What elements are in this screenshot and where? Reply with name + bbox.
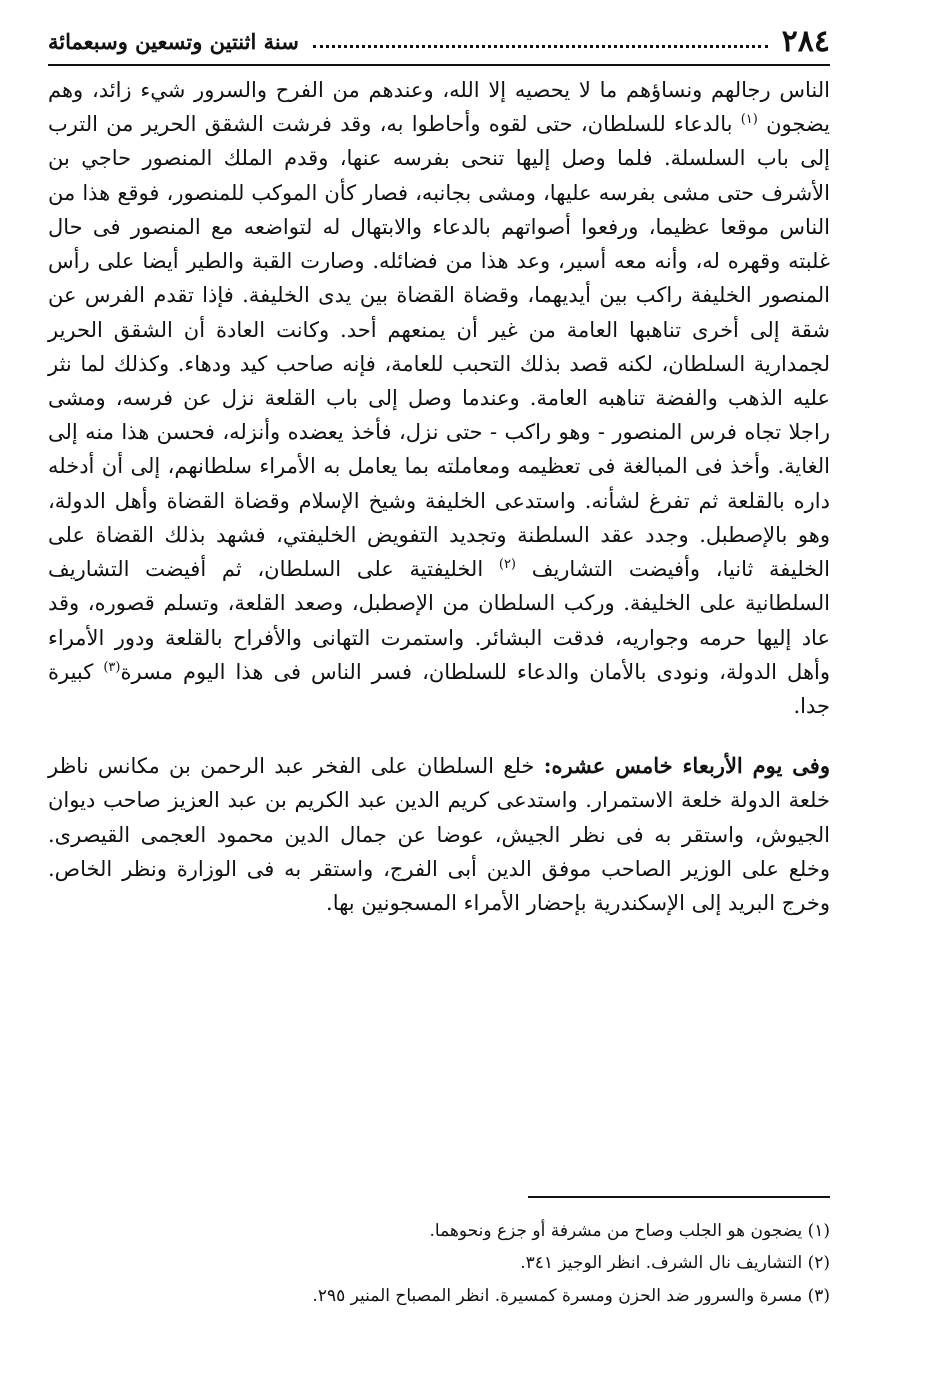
paragraph-2-lead: وفى يوم الأربعاء خامس عشره: <box>543 753 830 779</box>
footnote-1: (١) يضجون هو الجلب وصاح من مشرفة أو جزع ونحوهما. <box>429 1221 830 1241</box>
paragraph-1-part-1: الناس رجالهم ونساؤهم ما لا يحصيه إلا الله، وعندهم من الفرح والسرور شيء زائد، وهم يضجون <box>48 78 830 137</box>
footnote-ref-2: (٢) <box>498 557 516 573</box>
paragraph-2 <box>48 749 830 920</box>
paragraph-1-part-3: الخليفتية على السلطان، ثم أفيضت التشاريف السلطانية على الخليفة. وركب السلطان من الإصطبل، وصعد القلعة، وتسلم قصوره، وقد عاد إليها حرمه وجواريه، فدقت البشائر. واستمرت التهانى والأفراح بالقلعة ودور الأمراء وأهل الدولة، ونودى بالأمان والدعاء للسلطان، فسر الناس فى هذا اليوم مسرة <box>48 557 830 684</box>
paragraph-2-text: خلع السلطان على الفخر عبد الرحمن بن مكانس ناظر خلعة الدولة خلعة الاستمرار. واستدعى كريم الدين عبد الكريم بن عبد العزيز صاحب ديوان الجيوش، واستقر به فى نظر الجيش، عوضا عن جمال الدين محمود العجمى القيصرى. وخلع على الوزير الصاحب موفق الدين أبى الفرج، واستقر به فى الوزارة ونظر الخاص. وخرج البريد إلى الإسكندرية بإحضار الأمراء المسجونين بها. <box>48 754 830 916</box>
body-text <box>48 73 830 920</box>
running-title: سنة اثنتين وتسعين وسبعمائة <box>48 28 299 54</box>
footnote-divider <box>528 1196 830 1198</box>
footnote-ref-1: (١) <box>740 112 758 128</box>
paragraph-1 <box>48 73 830 723</box>
footnote-ref-3: (٣) <box>103 659 121 675</box>
footnote-2: (٢) التشاريف نال الشرف. انظر الوجيز ٣٤١. <box>520 1253 830 1274</box>
book-page <box>48 18 830 1358</box>
paragraph-1-part-2: بالدعاء للسلطان، حتى لقوه وأحاطوا به، وقد فرشت الشقق الحرير من الترب إلى باب السلسلة. فلما وصل إليها تنحى بفرسه عنها، وقدم الملك المنصور حاجي بن الأشرف حتى مشى بفرسه عليها، ومشى بجانبه، فصار كأن الموكب للمنصور، فوقع هذا من الناس موقعا عظيما، ورفعوا أصواتهم بالدعاء والابتهال له لتواضعه مع المنصور فى حال غلبته وقهره له، وأنه معه أسير، وعد هذا من فضائله. وصارت القبة والطير أيضا على رأس المنصور الخليفة راكب بين أيديهما، وقضاة القضاة بين يدى الخليفة. فإذا تقدم الفرس عن شقة إلى أخرى تناهبها العامة من غير أن يمنعهم أحد. وكانت العادة أن الشقق الحرير لجمدارية السلطان، لكنه قصد بذلك التحبب للعامة، فإنه صاحب كيد ودهاء. وكذلك لما نثر عليه الذهب والفضة تناهبه العامة. وعندما وصل إلى باب القلعة نزل عن فرسه، ومشى راجلا تجاه فرس المنصور - وهو راكب - حتى نزل، فأخذ يعضده وأنزله، فحسن هذا منه إلى الغاية. وأخذ فى المبالغة فى تعظيمه ومعاملته بما يعامل به الأمراء سلطانهم، إلى أن أدخله داره بالقلعة ثم تفرغ لشأنه. واستدعى الخليفة وشيخ الإسلام وقضاة القضاة وأهل الدولة، وهو بالإصطبل. وجدد عقد السلطنة وتجديد التفويض الخليفتي، فشهد بذلك القضاة على الخليفة ثانيا، وأفيضت التشاريف <box>48 112 830 582</box>
footnotes <box>48 1215 830 1312</box>
page-header <box>48 18 830 66</box>
dotted-leader <box>313 45 768 48</box>
footnote-3: (٣) مسرة والسرور ضد الحزن ومسرة كمسيرة. انظر المصباح المنير ٢٩٥. <box>312 1285 830 1306</box>
paragraph-1-part-4: كبيرة جدا. <box>48 659 830 718</box>
page-number: ٢٨٤ <box>781 23 830 59</box>
